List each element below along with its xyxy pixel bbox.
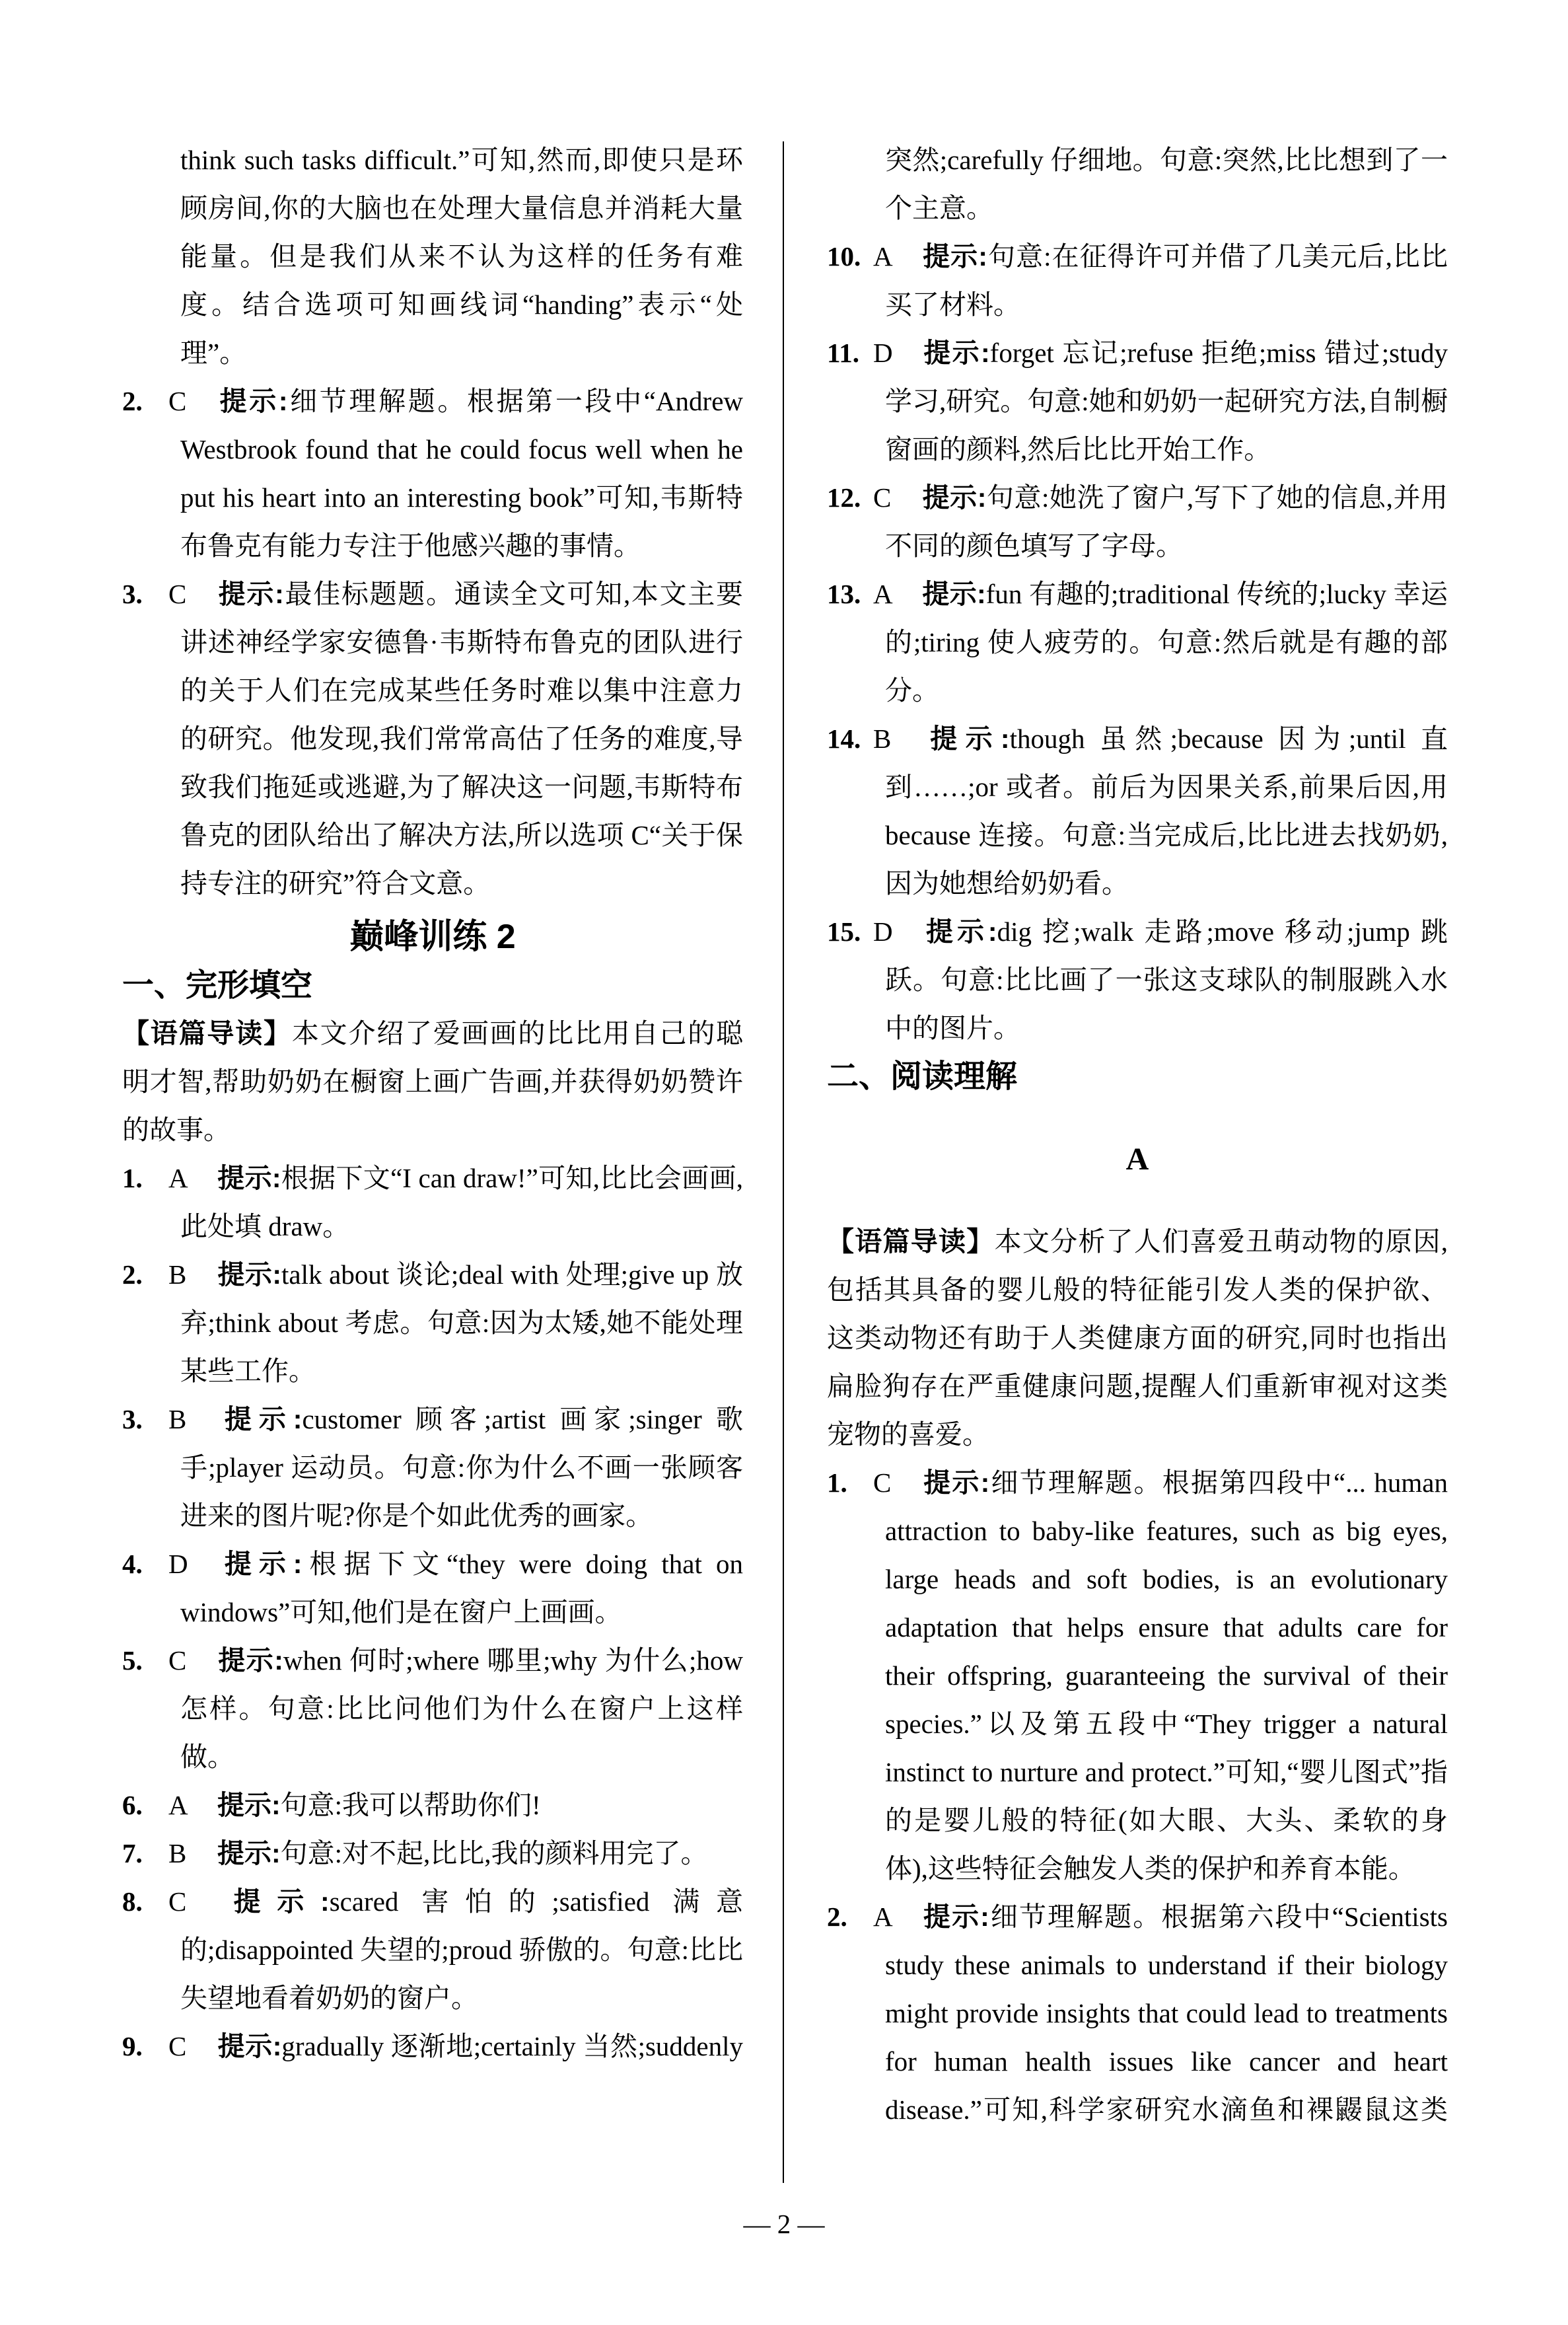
explanation-text: dig 挖;walk 走路;move 移动;jump 跳跃。句意:比比画了一张这支球队的制服跳入水中的图片。 — [885, 916, 1448, 1043]
hint-label: 提示: — [217, 1886, 330, 1917]
hint-label: 提示: — [217, 1549, 303, 1579]
explanation-text: 细节理解题。根据第一段中“Andrew Westbrook found that he could focus well when he put his heart into an interesting book”可知,韦斯特布鲁克有能力专注于他感兴趣的事情。 — [180, 386, 744, 561]
item-number: 13. — [827, 579, 861, 609]
hint-label: 提示: — [922, 723, 1010, 754]
explanation-text: 句意:在征得许可并借了几美元后,比比买了材料。 — [885, 241, 1448, 320]
answer-letter: B — [168, 1259, 187, 1290]
hint-label: 提示: — [922, 338, 990, 368]
hint-label: 提示: — [922, 241, 987, 272]
answer-item — [827, 329, 1448, 474]
explanation-text: 句意:我可以帮助你们! — [280, 1790, 541, 1820]
answer-item — [827, 1893, 1448, 2134]
answer-item — [122, 1154, 743, 1251]
answer-item — [827, 908, 1448, 1052]
answer-letter: B — [168, 1404, 187, 1434]
item-number: 7. — [122, 1838, 143, 1868]
continued-paragraph — [827, 136, 1448, 233]
intro-label: 【语篇导读】 — [122, 1018, 292, 1049]
item-number: 3. — [122, 579, 143, 609]
continued-paragraph — [122, 136, 743, 377]
explanation-text: gradually 逐渐地;certainly 当然;suddenly — [281, 2031, 744, 2061]
page-footer — [0, 2200, 1568, 2248]
explanation-text: 句意:她洗了窗户,写下了她的信息,并用不同的颜色填写了字母。 — [885, 482, 1448, 561]
item-number: 12. — [827, 482, 861, 513]
hint-label: 提示: — [217, 579, 284, 609]
item-number: 2. — [827, 1901, 847, 1932]
item-number: 11. — [827, 338, 859, 368]
hint-label: 提示: — [922, 1467, 990, 1498]
answer-item — [122, 570, 743, 908]
hint-label: 提示: — [922, 482, 987, 513]
explanation-text: 最佳标题题。通读全文可知,本文主要讲述神经学家安德鲁·韦斯特布鲁克的团队进行的关于人们在完成某些任务时难以集中注意力的研究。他发现,我们常常高估了任务的难度,导致我们拖延或逃避,为了解决这一问题,韦斯特布鲁克的团队给出了解决方法,所以选项 C“关于保持专注的研究”符合文意。 — [180, 579, 744, 899]
item-number: 1. — [122, 1163, 143, 1193]
item-number: 3. — [122, 1404, 143, 1434]
paragraph-text: 突然;carefully 仔细地。句意:突然,比比想到了一个主意。 — [885, 145, 1448, 223]
explanation-text: 根据下文“they were doing that on windows”可知,他们是在窗户上画画。 — [180, 1549, 743, 1627]
answer-letter: C — [873, 482, 892, 513]
explanation-text: though 虽然;because 因为;until 直到……;or 或者。前后为因果关系,前果后因,用 because 连接。句意:当完成后,比比进去找奶奶,因为她想给奶奶看。 — [885, 723, 1448, 899]
item-number: 4. — [122, 1549, 143, 1579]
answer-item — [122, 377, 743, 570]
item-number: 2. — [122, 1259, 143, 1290]
item-number: 5. — [122, 1645, 143, 1676]
hint-label: 提示: — [217, 1259, 281, 1290]
answer-letter: B — [873, 723, 892, 754]
explanation-text: forget 忘记;refuse 拒绝;miss 错过;study 学习,研究。句意:她和奶奶一起研究方法,自制橱窗画的颜料,然后比比开始工作。 — [885, 338, 1448, 464]
training-section-title: 巅峰训练 2 — [349, 918, 516, 956]
item-number: 2. — [122, 386, 143, 416]
part-heading: 二、阅读理解 — [827, 1059, 1018, 1094]
answer-letter: C — [168, 1645, 187, 1676]
answer-letter: A — [873, 1901, 893, 1932]
right-column — [827, 136, 1448, 2134]
hint-label: 提示: — [922, 579, 986, 609]
column-divider — [783, 141, 784, 2183]
explanation-text: fun 有趣的;traditional 传统的;lucky 幸运的;tiring 使人疲劳的。句意:然后就是有趣的部分。 — [885, 579, 1448, 706]
hint-label: 提示: — [217, 1163, 281, 1193]
hint-label: 提示: — [217, 386, 288, 416]
item-number: 15. — [827, 916, 861, 947]
answer-item — [122, 1878, 743, 2022]
answer-item — [122, 1251, 743, 1395]
answer-item — [122, 1395, 743, 1540]
explanation-text: customer 顾客;artist 画家;singer 歌手;player 运动员。句意:你为什么不画一张顾客进来的图片呢?你是个如此优秀的画家。 — [180, 1404, 744, 1531]
answer-letter: B — [168, 1838, 187, 1868]
explanation-text: 根据下文“I can draw!”可知,比比会画画,此处填 draw。 — [180, 1163, 744, 1241]
item-number: 9. — [122, 2031, 143, 2061]
intro-label: 【语篇导读】 — [827, 1226, 995, 1257]
intro-text: 本文介绍了爱画画的比比用自己的聪明才智,帮助奶奶在橱窗上画广告画,并获得奶奶赞许的故事。 — [122, 1018, 744, 1145]
hint-label: 提示: — [217, 1404, 303, 1434]
answer-letter: D — [873, 338, 893, 368]
answer-item — [827, 715, 1448, 908]
answer-letter: A — [873, 241, 893, 272]
passage-intro — [122, 1010, 743, 1154]
explanation-text: 细节理解题。根据第四段中“... human attraction to baby-like features, such as big eyes, large heads and soft bodies, is an evolutionary adaptation that helps ensure that adults care for their offspring, guaranteeing the survival of their species.”以及第五段中“They trigger a natural instinct to nurture and protect.”可知,“婴儿图式”指的是婴儿般的特征(如大眼、大头、柔软的身体),这些特征会触发人类的保护和养育本能。 — [885, 1467, 1448, 1884]
answer-letter: A — [168, 1163, 188, 1193]
explanation-text: talk about 谈论;deal with 处理;give up 放弃;think about 考虑。句意:因为太矮,她不能处理某些工作。 — [180, 1259, 744, 1386]
item-number: 6. — [122, 1790, 143, 1820]
answer-item — [827, 474, 1448, 570]
page-number: — 2 — — [743, 2209, 825, 2239]
answer-item — [122, 1637, 743, 1781]
item-number: 1. — [827, 1467, 847, 1498]
answer-letter: C — [168, 2031, 187, 2061]
part-heading: 一、完形填空 — [122, 968, 313, 1003]
item-number: 10. — [827, 241, 861, 272]
item-number: 14. — [827, 723, 861, 754]
explanation-text: scared 害怕的;satisfied 满意的;disappointed 失望的;proud 骄傲的。句意:比比失望地看着奶奶的窗户。 — [180, 1886, 744, 2013]
answer-item — [122, 1829, 743, 1878]
paragraph-text: think such tasks difficult.”可知,然而,即使只是环顾房间,你的大脑也在处理大量信息并消耗大量能量。但是我们从来不认为这样的任务有难度。结合选项可知画线词“handing”表示“处理”。 — [180, 145, 743, 368]
hint-label: 提示: — [922, 916, 997, 947]
answer-item — [827, 233, 1448, 329]
passage-intro — [827, 1218, 1448, 1459]
answer-letter: A — [168, 1790, 188, 1820]
answer-letter: D — [168, 1549, 188, 1579]
answer-item — [122, 2022, 743, 2071]
intro-text: 本文分析了人们喜爱丑萌动物的原因,包括其具备的婴儿般的特征能引发人类的保护欲、这类动物还有助于人类健康方面的研究,同时也指出扁脸狗存在严重健康问题,提醒人们重新审视对这类宠物的喜爱。 — [827, 1226, 1448, 1450]
hint-label: 提示: — [217, 2031, 282, 2061]
answer-letter: D — [873, 916, 893, 947]
item-number: 8. — [122, 1886, 143, 1917]
answer-letter: C — [168, 579, 187, 609]
explanation-text: 句意:对不起,比比,我的颜料用完了。 — [280, 1838, 708, 1868]
passage-label: A — [1125, 1142, 1149, 1177]
answer-item — [827, 1459, 1448, 1893]
hint-label: 提示: — [922, 1901, 989, 1932]
answer-item — [122, 1781, 743, 1829]
answer-letter: C — [168, 1886, 187, 1917]
answer-letter: C — [168, 386, 187, 416]
answer-letter: A — [873, 579, 893, 609]
left-column — [122, 136, 743, 2071]
hint-label: 提示: — [217, 1645, 283, 1676]
explanation-text: when 何时;where 哪里;why 为什么;how 怎样。句意:比比问他们为什么在窗户上这样做。 — [180, 1645, 744, 1772]
answer-letter: C — [873, 1467, 892, 1498]
answer-item — [827, 570, 1448, 715]
explanation-text: 细节理解题。根据第六段中“Scientists study these animals to understand if their biology might provide insights that could lead to treatments for human health issues like cancer and heart disease.”可知,科学家研究水滴鱼和裸鼹鼠这类 — [885, 1901, 1448, 2125]
hint-label: 提示: — [217, 1790, 281, 1820]
answer-item — [122, 1540, 743, 1637]
hint-label: 提示: — [217, 1838, 281, 1868]
